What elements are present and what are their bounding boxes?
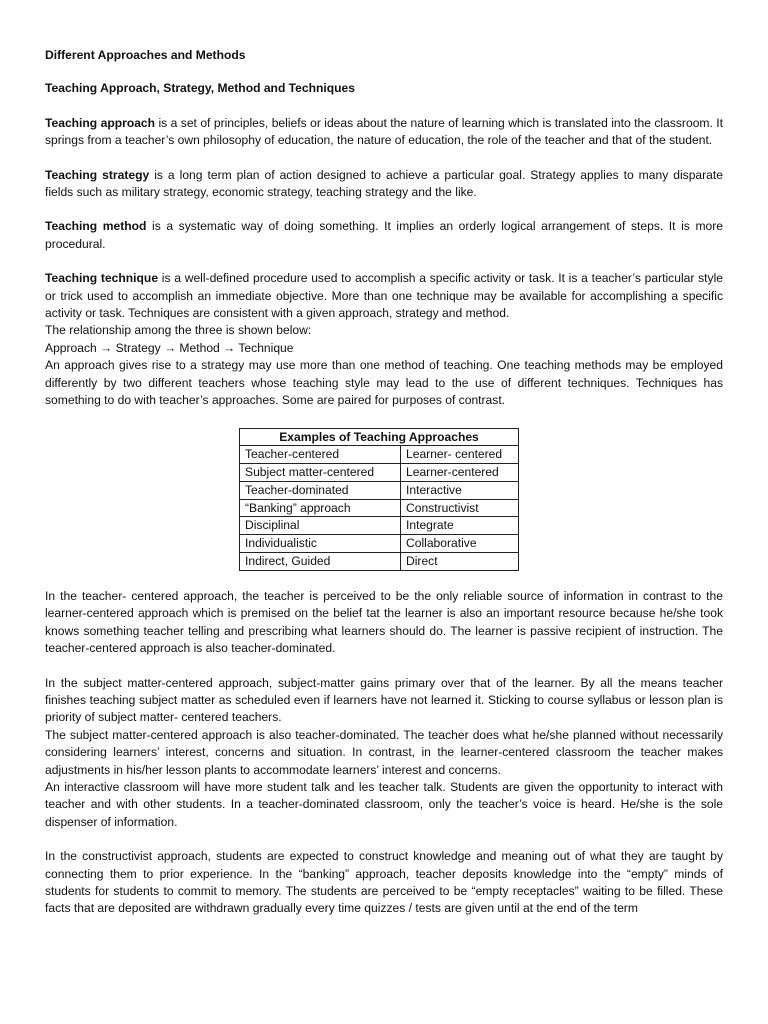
approaches-table (239, 428, 519, 571)
definition-strategy (45, 167, 723, 202)
table-cell: Integrate (401, 517, 519, 535)
table-cell: Constructivist (401, 499, 519, 517)
table-cell: Collaborative (401, 535, 519, 553)
table-cell: Disciplinal (240, 517, 401, 535)
relationship-chain: Approach → Strategy → Method → Technique (45, 340, 294, 355)
table-cell: Learner- centered (401, 446, 519, 464)
paragraph-subject-matter: In the subject matter-centered approach, subject-matter gains primary over that of the learner. By all the means teacher finishes teaching subject matter as scheduled even if learners have not learned it. Sticking to course syllabus or lesson plan is priority of subject matter- centered teachers. (45, 675, 723, 725)
paragraph-teacher-centered: In the teacher- centered approach, the teacher is perceived to be the only reliable source of information in contrast to the learner-centered approach which is premised on the belief tat the learner is also an important resource because he/she took knows something teacher telling and prescribing what learners should do. The learner is passive recipient of instruction. The teacher-centered approach is also teacher-dominated. (45, 588, 723, 656)
paragraph-constructivist: In the constructivist approach, students are expected to construct knowledge and meaning out of what they are taught by connecting them to prior experience. In the “banking” approach, teacher deposits knowledge into the “empty” minds of students for students to commit to memory. The students are perceived to be “empty receptacles” waiting to be filled. These facts that are deposited are withdrawn gradually every time quizzes / tests are given until at the end of the term (45, 849, 723, 916)
definition-term: Teaching technique (45, 271, 159, 286)
relationship-intro: The relationship among the three is shown below: (45, 323, 312, 338)
table-cell: Indirect, Guided (240, 553, 401, 571)
definition-term: Teaching approach (45, 115, 156, 130)
definition-approach (45, 115, 723, 150)
definition-technique (45, 270, 723, 322)
paragraph-teacher-dominated: The subject matter-centered approach is also teacher-dominated. The teacher does what he/she planned without necessarily considering learners’ interest, concerns and situation. In contrast, in the learner-centered classroom the teacher makes adjustments in his/her lesson plants to accommodate learners’ interest and concerns. (45, 727, 723, 777)
table-row (240, 464, 519, 482)
table-row (240, 481, 519, 499)
table-cell: Individualistic (240, 535, 401, 553)
definition-text: is a systematic way of doing something. It implies an orderly logical arrangement of steps. It is more procedural. (45, 219, 724, 251)
table-row (240, 535, 519, 553)
table-row (240, 499, 519, 517)
definition-term: Teaching method (45, 219, 147, 234)
definition-text: is a set of principles, beliefs or ideas about the nature of learning which is translated into the classroom. It springs from a teacher’s own philosophy of education, the nature of education, the role of the teacher and that of the student. (45, 115, 723, 148)
table-cell: “Banking” approach (240, 499, 401, 517)
table-row (240, 446, 519, 464)
definition-term: Teaching strategy (45, 167, 150, 182)
definition-text: is a well-defined procedure used to accomplish a specific activity or task. It is a teacher’s particular style or trick used to accomplish an immediate objective. More than one technique may be available for accomplishing a specific activity or task. Techniques are consistent with a given approach, strategy and method. (45, 271, 723, 321)
table-cell: Learner-centered (401, 464, 519, 482)
table-caption: Examples of Teaching Approaches (240, 428, 519, 446)
definition-method (45, 218, 723, 253)
relationship-text: An approach gives rise to a strategy may use more than one method of teaching. One teaching methods may be employed differently by two different teachers whose teaching style may lead to the use of different techniques. Techniques has something to do with teacher’s approaches. Some are paired for purposes of contrast. (45, 358, 723, 408)
table-cell: Teacher-centered (240, 446, 401, 464)
table-row (240, 517, 519, 535)
table-cell: Teacher-dominated (240, 481, 401, 499)
table-cell: Subject matter-centered (240, 464, 401, 482)
document-title: Different Approaches and Methods (45, 48, 246, 62)
table-cell: Direct (401, 553, 519, 571)
table-row (240, 553, 519, 571)
definition-text: is a long term plan of action designed to achieve a particular goal. Strategy applies to many disparate fields such as military strategy, economic strategy, teaching strategy and the like. (45, 167, 723, 200)
paragraph-interactive: An interactive classroom will have more student talk and les teacher talk. Students are given the opportunity to interact with teacher and with other students. In a teacher-dominated classroom, only the teacher’s voice is heard. He/she is the sole dispenser of information. (45, 779, 723, 829)
section-title: Teaching Approach, Strategy, Method and Techniques (45, 81, 355, 96)
table-cell: Interactive (401, 481, 519, 499)
